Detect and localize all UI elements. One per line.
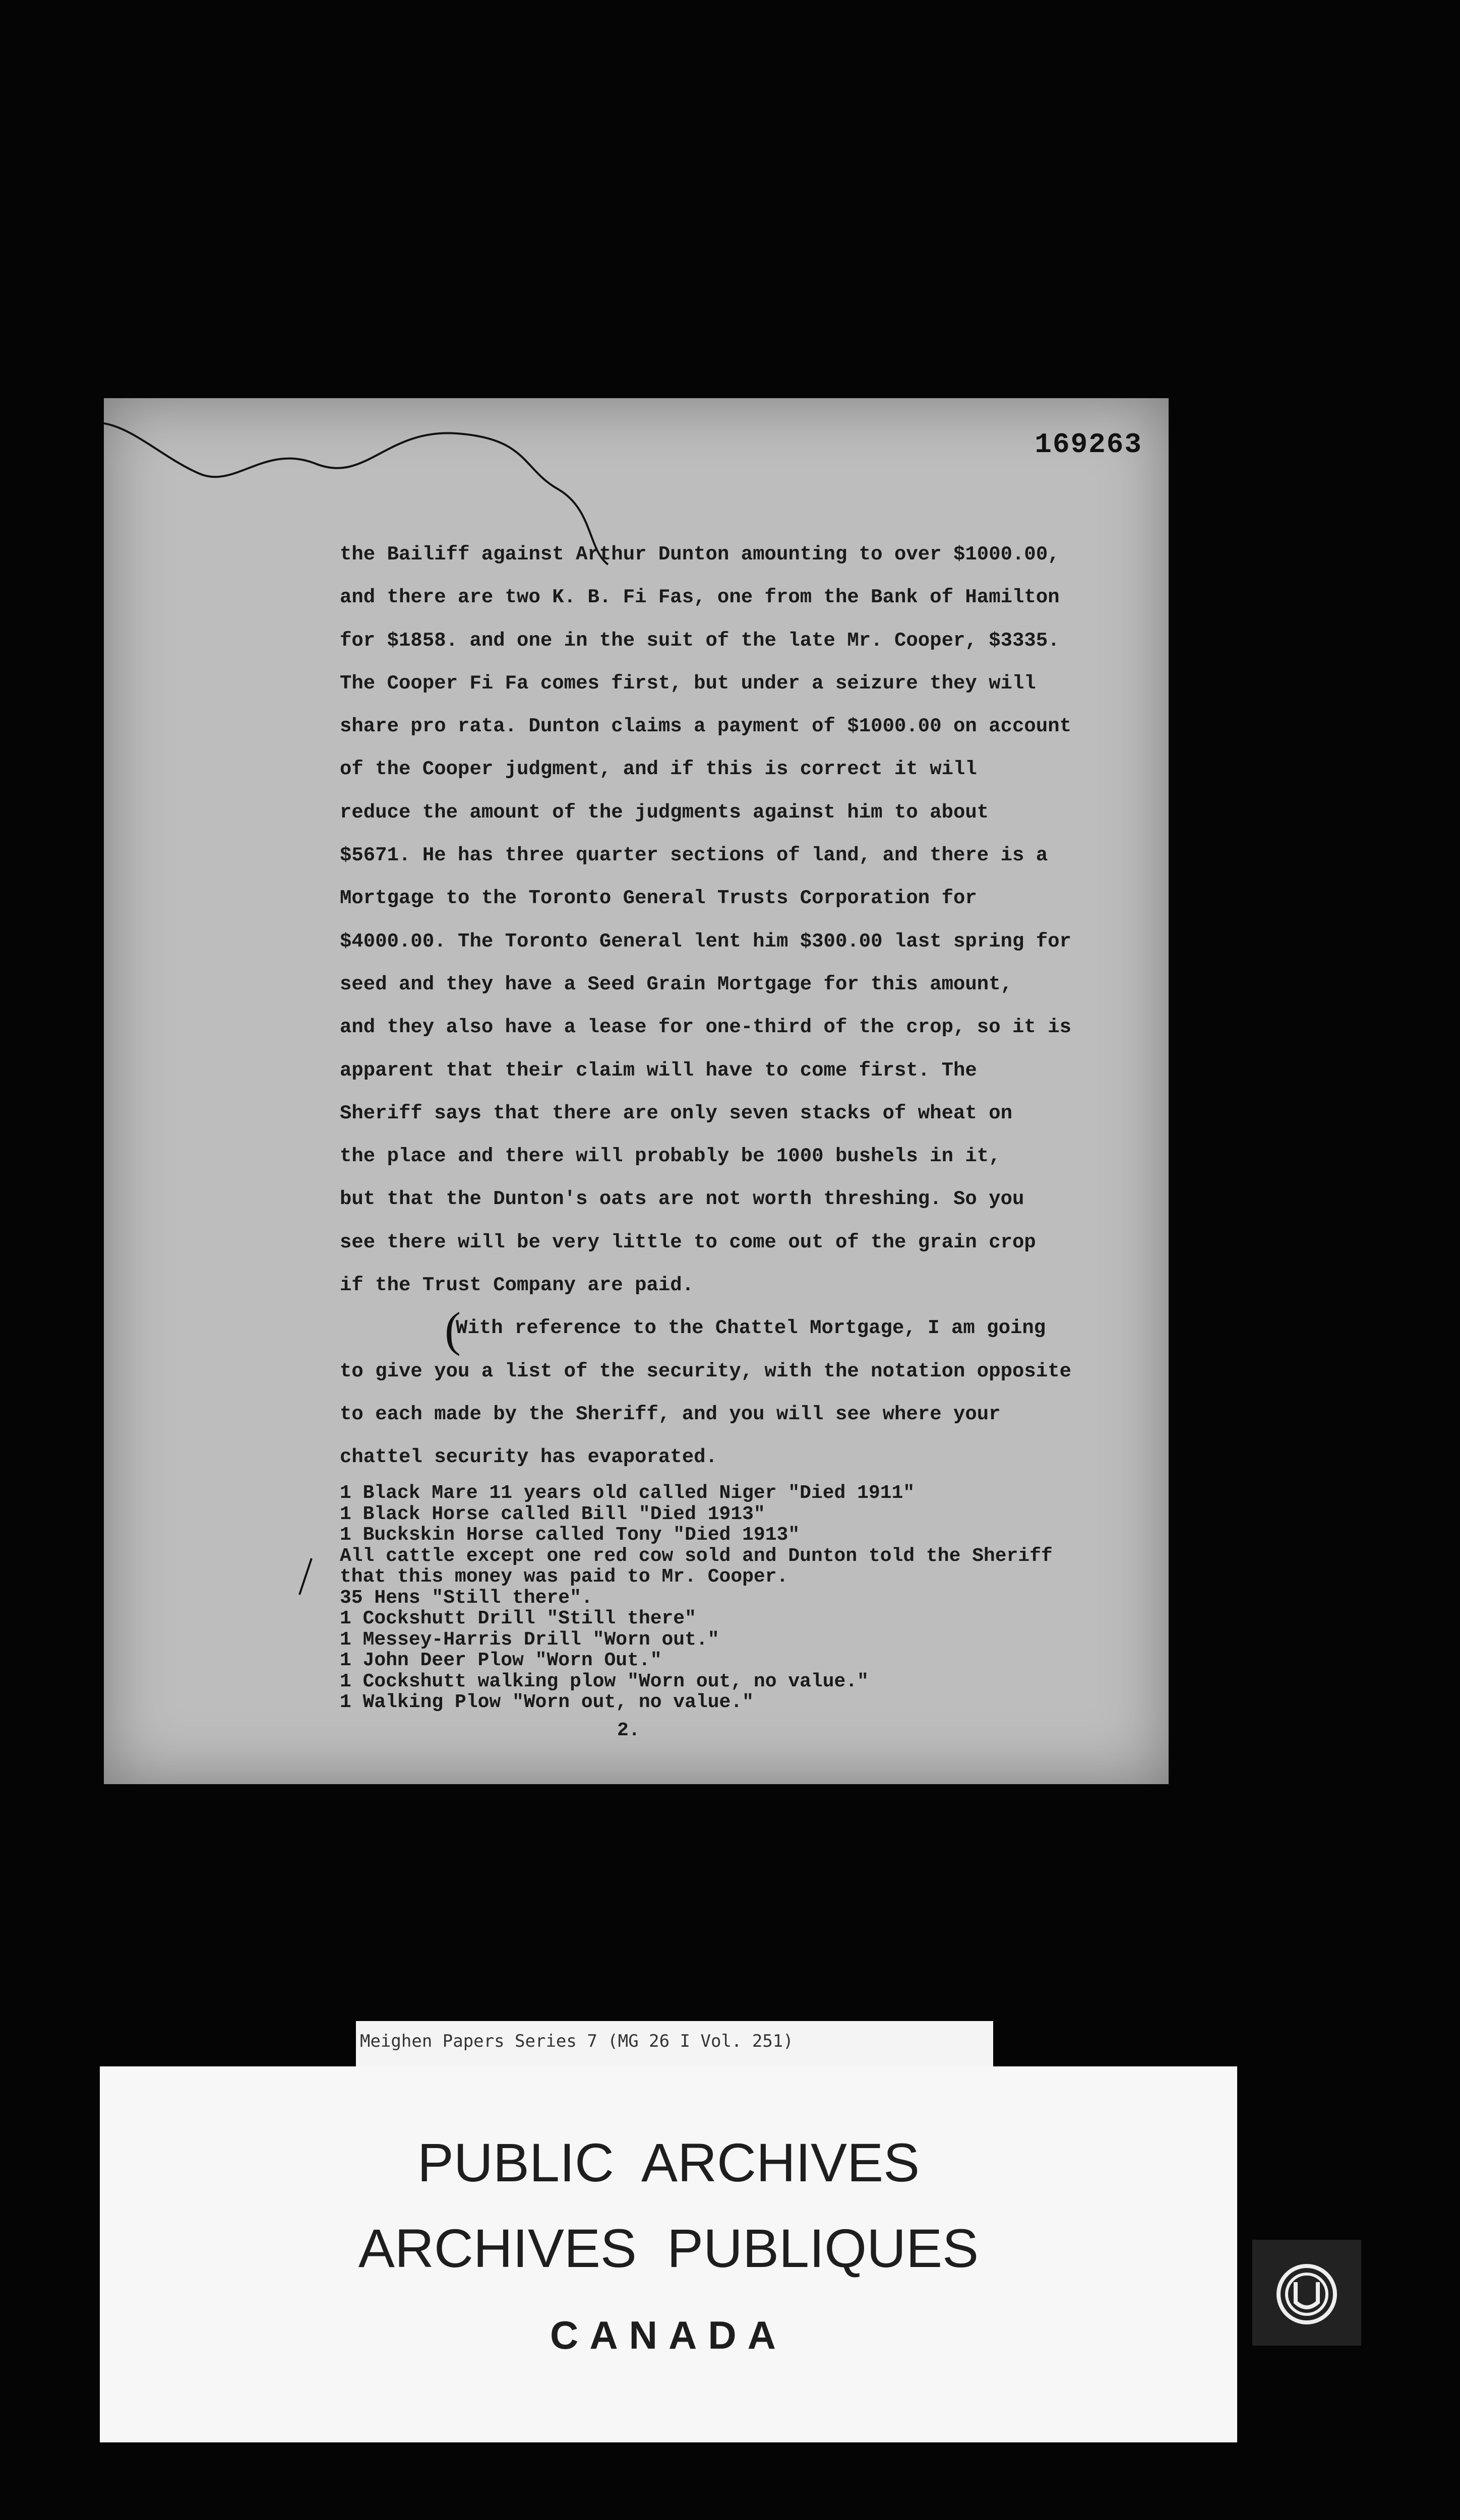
body-line: Mortgage to the Toronto General Trusts Corporation for <box>340 887 977 910</box>
body-line: share pro rata. Dunton claims a payment of $1000.00 on account <box>340 715 1072 738</box>
archive-card <box>100 2066 1237 2442</box>
security-list <box>340 1483 1167 1713</box>
body-line: reduce the amount of the judgments against him to about <box>340 801 989 824</box>
list-item: 1 Cockshutt Drill "Still there" <box>340 1608 696 1629</box>
list-item: 1 Buckskin Horse called Tony "Died 1913" <box>340 1524 800 1546</box>
body-line: The Cooper Fi Fa comes first, but under a seizure they will <box>340 672 1036 695</box>
list-item: 1 Black Mare 11 years old called Niger "Died 1911" <box>340 1482 915 1504</box>
body-line: the place and there will probably be 1000 bushels in it, <box>340 1145 1001 1168</box>
body-line: of the Cooper judgment, and if this is correct it will <box>340 758 977 781</box>
body-line: and they also have a lease for one-third of the crop, so it is <box>340 1016 1072 1039</box>
body-line: to each made by the Sheriff, and you will see where your <box>340 1403 1001 1425</box>
archive-title-english: PUBLIC ARCHIVES <box>417 2132 920 2193</box>
list-item: 1 Messey-Harris Drill "Worn out." <box>340 1628 719 1651</box>
typed-letter-page <box>104 398 1169 1784</box>
list-item: that this money was paid to Mr. Cooper. <box>340 1566 788 1588</box>
microfilm-logo <box>1252 2240 1361 2346</box>
body-line: but that the Dunton's oats are not worth threshing. So you <box>340 1188 1024 1211</box>
body-line: seed and they have a Seed Grain Mortgage for this amount, <box>340 973 1013 995</box>
body-line: the Bailiff against Arthur Dunton amounting to over $1000.00, <box>340 543 1060 565</box>
letter-body <box>340 533 1157 1479</box>
body-line: chattel security has evaporated. <box>340 1446 717 1469</box>
reference-strip <box>356 2021 993 2066</box>
list-item: 1 Walking Plow "Worn out, no value." <box>340 1691 754 1713</box>
archive-country: CANADA <box>550 2313 787 2357</box>
list-item: 1 Black Horse called Bill "Died 1913" <box>340 1503 765 1525</box>
handwritten-bracket: ( <box>445 1302 461 1356</box>
body-line: $4000.00. The Toronto General lent him $300.00 last spring for <box>340 930 1072 953</box>
list-item: All cattle except one red cow sold and Dunton told the Sheriff <box>340 1545 1053 1567</box>
body-line: for $1858. and one in the suit of the late Mr. Cooper, $3335. <box>340 629 1060 652</box>
body-line: to give you a list of the security, with the notation opposite <box>340 1360 1072 1382</box>
body-line: see there will be very little to come out of the grain crop <box>340 1231 1036 1253</box>
handwritten-margin-mark <box>295 1556 316 1597</box>
body-line: With reference to the Chattel Mortgage, I am going <box>456 1317 1046 1340</box>
list-item: 1 Cockshutt walking plow "Worn out, no value." <box>340 1670 869 1692</box>
body-line: if the Trust Company are paid. <box>340 1274 694 1297</box>
body-line: Sheriff says that there are only seven stacks of wheat on <box>340 1102 1013 1124</box>
body-line: apparent that their claim will have to come first. The <box>340 1059 977 1082</box>
body-line: $5671. He has three quarter sections of land, and there is a <box>340 844 1048 867</box>
list-item: 35 Hens "Still there". <box>340 1587 593 1609</box>
list-item: 1 John Deer Plow "Worn Out." <box>340 1650 662 1671</box>
reference-text: Meighen Papers Series 7 (MG 26 I Vol. 251) <box>360 2031 794 2051</box>
logo-icon <box>1272 2260 1341 2328</box>
document-number: 169263 <box>1035 428 1142 461</box>
page-number: 2. <box>617 1720 640 1741</box>
archive-title-french: ARCHIVES PUBLIQUES <box>358 2218 979 2279</box>
body-line: and there are two K. B. Fi Fas, one from the Bank of Hamilton <box>340 586 1060 609</box>
